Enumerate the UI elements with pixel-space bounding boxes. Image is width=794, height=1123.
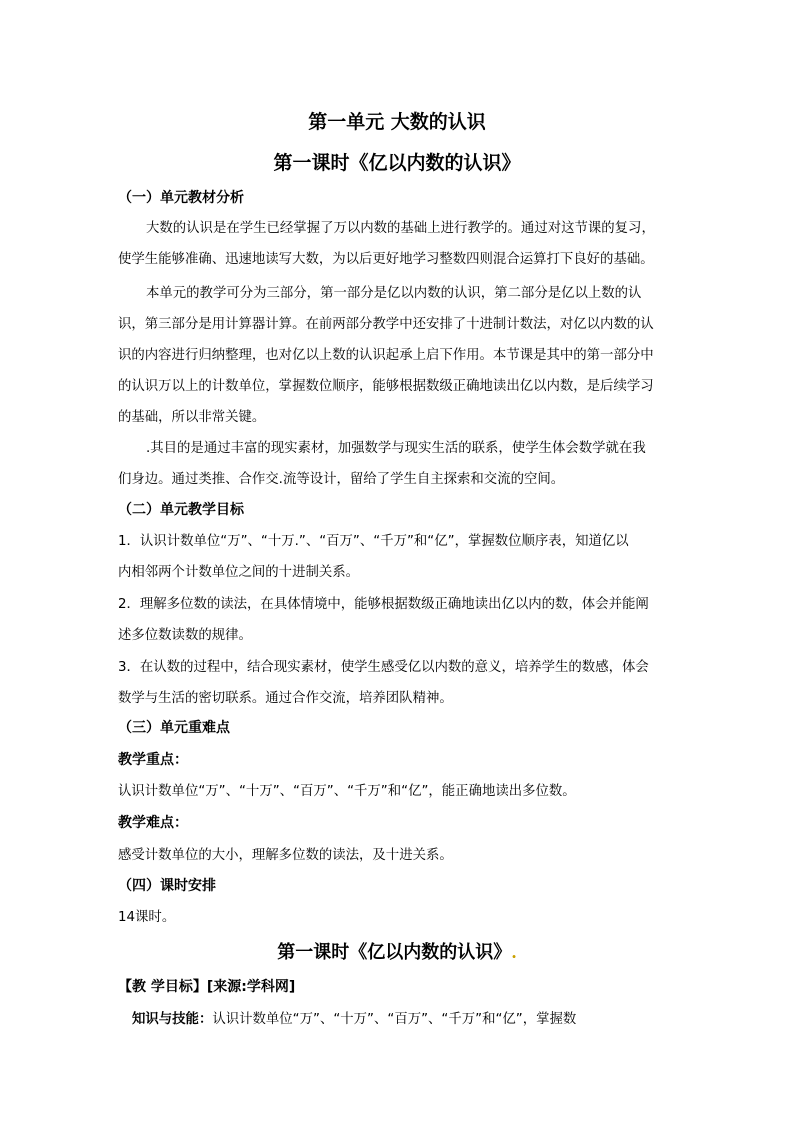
skill-line (132, 1008, 576, 1027)
schedule-text: 14课时。 (118, 910, 176, 925)
section-heading-key-points: （三）单元重难点 (118, 720, 230, 736)
lesson-title (0, 938, 794, 964)
unit-title: 第一单元 大数的认识 (308, 111, 486, 133)
skill-text: 认识计数单位“万”、“十万”、“百万”、“千万”和“亿”，掌握数 (212, 1012, 577, 1027)
lesson-title-text: 第一课时《亿以内数的认识》 (277, 942, 512, 963)
paragraph-line: 本单元的教学可分为三部分，第一部分是亿以内数的认识，第二部分是亿以上数的认 (146, 286, 642, 301)
skill-label: 知识与技能： (132, 1012, 213, 1027)
difficulty-label: 教学难点： (118, 815, 188, 831)
paragraph-line: 识的内容进行归纳整理，也对亿以上数的认识起承上启下作用。本节课是其中的第一部分中 (118, 348, 654, 363)
goal-line: 3．在认数的过程中，结合现实素材，使学生感受亿以内数的意义，培养学生的数感，体会 (118, 660, 649, 675)
paragraph-line: 们身边。通过类推、合作交.流等设计，留给了学生自主探索和交流的空间。 (118, 472, 565, 487)
section-heading-schedule: （四）课时安排 (118, 878, 216, 894)
lesson-subtitle: 第一课时《亿以内数的认识》 (273, 152, 521, 174)
objective-heading: 【教 学目标】[来源:学科网] (118, 979, 296, 995)
key-point-text: 认识计数单位“万”、“十万”、“百万”、“千万”和“亿”，能正确地读出多位数。 (118, 784, 576, 799)
paragraph-line: 使学生能够准确、迅速地读写大数，为以后更好地学习整数四则混合运算打下良好的基础。 (118, 252, 654, 267)
goal-line: 1．认识计数单位“万”、“十万.”、“百万”、“千万”和“亿”，掌握数位顺序表，知道亿以 (118, 534, 629, 549)
lesson-title-mark: . (511, 943, 517, 962)
difficulty-text: 感受计数单位的大小，理解多位数的读法，及十进关系。 (118, 848, 453, 863)
key-point-label: 教学重点： (118, 752, 188, 768)
paragraph-line: 识，第三部分是用计算器计算。在前两部分教学中还安排了十进制计数法，对亿以内数的认 (118, 317, 654, 332)
section-heading-analysis: （一）单元教材分析 (118, 190, 244, 206)
paragraph-line: .其目的是通过丰富的现实素材，加强数学与现实生活的联系，使学生体会数学就在我 (146, 441, 646, 456)
goal-line: 2．理解多位数的读法，在具体情境中，能够根据数级正确地读出亿以内的数，体会并能阐 (118, 597, 649, 612)
goal-line: 内相邻两个计数单位之间的十进制关系。 (118, 565, 360, 580)
paragraph-line: 大数的认识是在学生已经掌握了万以内数的基础上进行教学的。通过对这节课的复习， (146, 221, 655, 236)
paragraph-line: 的基础，所以非常关键。 (118, 410, 266, 425)
goal-line: 述多位数读数的规律。 (118, 628, 252, 643)
goal-line: 数学与生活的密切联系。通过合作交流，培养团队精神。 (118, 691, 453, 706)
section-heading-goals: （二）单元教学目标 (118, 502, 244, 518)
paragraph-line: 的认识万以上的计数单位，掌握数位顺序，能够根据数级正确地读出亿以内数，是后续学习 (118, 379, 654, 394)
